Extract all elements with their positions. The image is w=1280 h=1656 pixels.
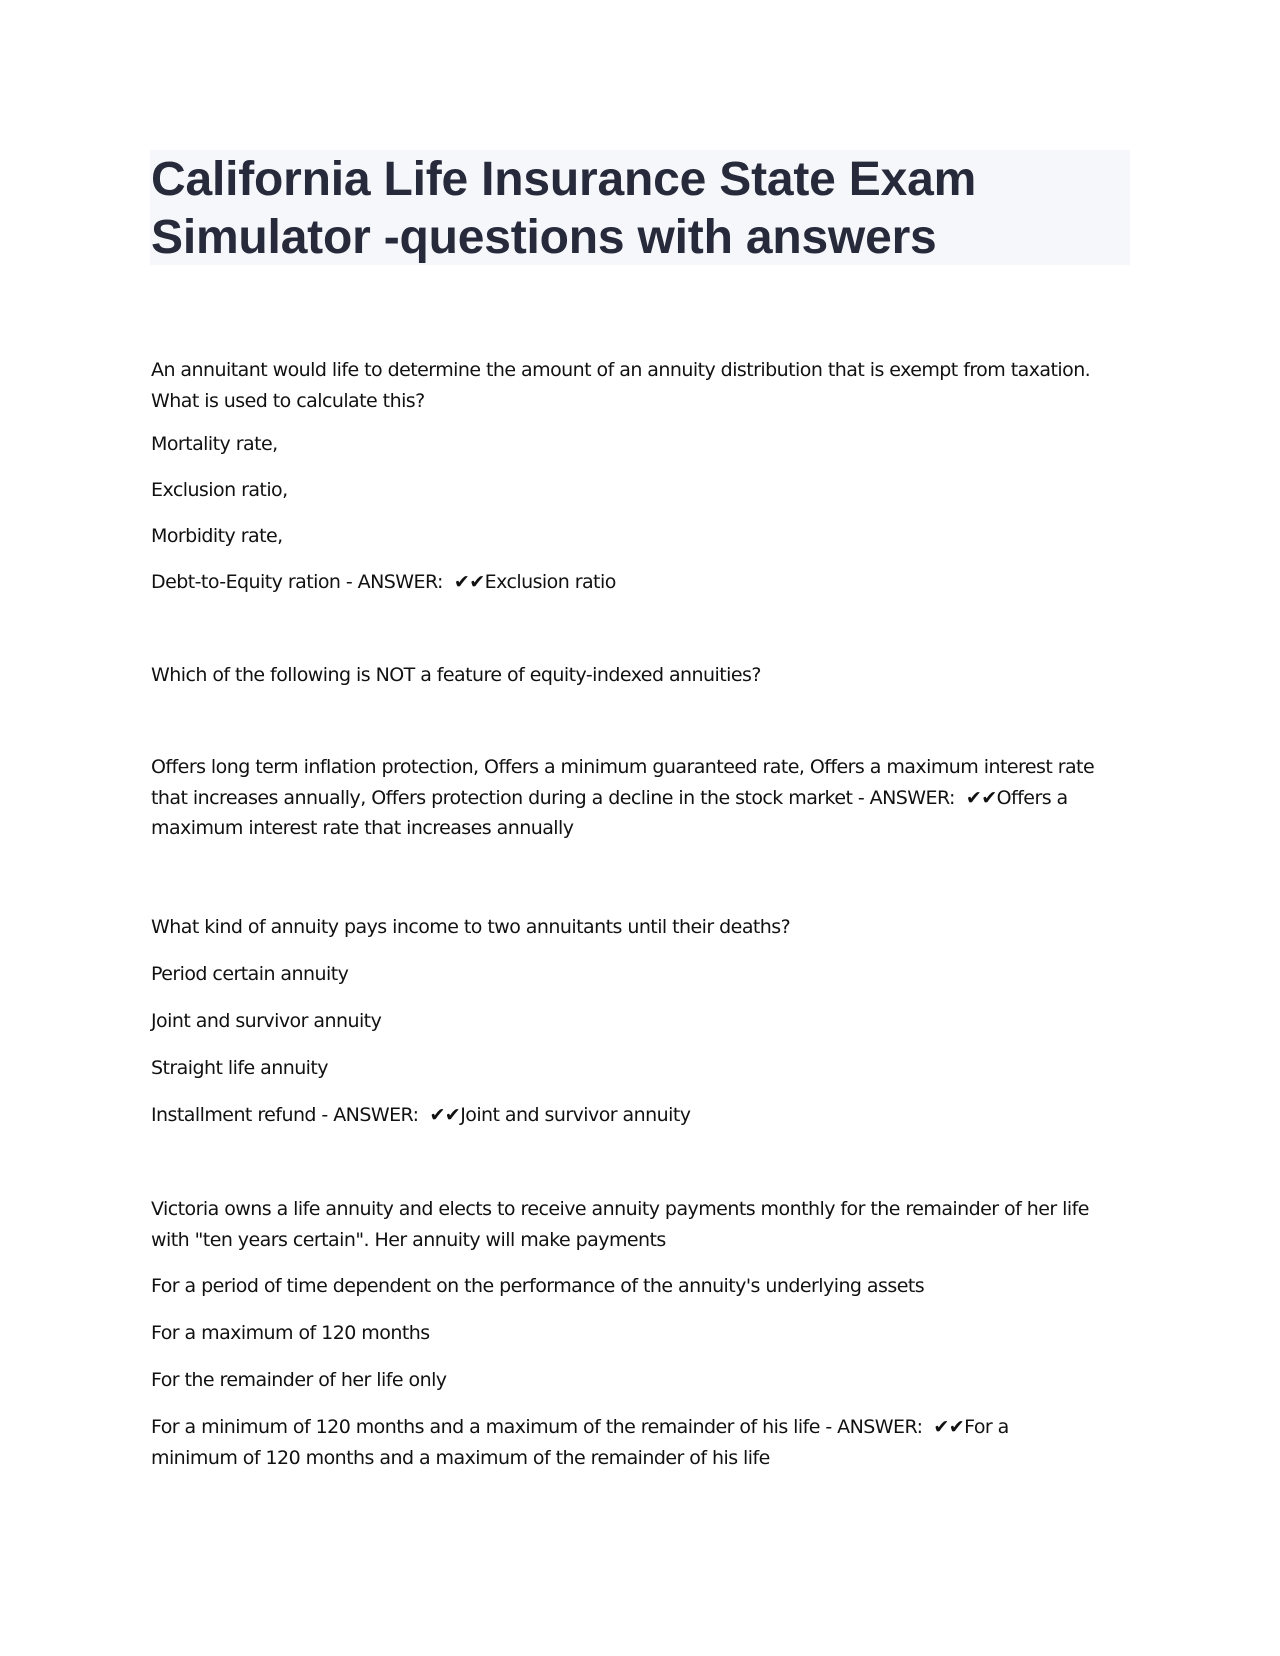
question-1-line-1: An annuitant would life to determine the amount of an annuity distribution that is exempt from taxation. bbox=[151, 359, 1091, 381]
question-1-option-3: Morbidity rate, bbox=[151, 525, 283, 547]
answer-text: Exclusion ratio bbox=[484, 571, 616, 593]
question-4-text bbox=[151, 1194, 1089, 1255]
question-4-line-2: with "ten years certain". Her annuity will make payments bbox=[151, 1228, 666, 1251]
question-4-line-1: Victoria owns a life annuity and elects to receive annuity payments monthly for the remainder of her life bbox=[151, 1198, 1089, 1220]
question-1-answer bbox=[151, 567, 616, 598]
double-checkmark-icon: ✔✔ bbox=[429, 1104, 461, 1126]
question-1-text bbox=[151, 355, 1090, 416]
answer-text-part-2: minimum of 120 months and a maximum of the remainder of his life bbox=[151, 1446, 770, 1469]
answer-text-part-1: For a bbox=[964, 1416, 1009, 1438]
question-4-option-3: For the remainder of her life only bbox=[151, 1369, 447, 1391]
title-line-1: California Life Insurance State Exam bbox=[151, 153, 977, 206]
question-2-text: Which of the following is NOT a feature of equity-indexed annuities? bbox=[151, 664, 761, 686]
question-4-option-1: For a period of time dependent on the performance of the annuity's underlying assets bbox=[151, 1275, 925, 1297]
question-1-option-1: Mortality rate, bbox=[151, 433, 278, 455]
options-line-2: that increases annually, Offers protection during a decline in the stock market - ANSWER: bbox=[151, 786, 966, 809]
answer-text: Offers a bbox=[996, 786, 1068, 809]
options-line-3: maximum interest rate that increases annually bbox=[151, 817, 574, 839]
question-2-options-block bbox=[151, 752, 1094, 844]
answer-prefix: For a minimum of 120 months and a maximum of the remainder of his life - ANSWER: bbox=[151, 1416, 934, 1438]
document-title bbox=[151, 151, 976, 267]
double-checkmark-icon: ✔✔ bbox=[965, 786, 997, 809]
question-4-option-2: For a maximum of 120 months bbox=[151, 1322, 430, 1344]
question-4-answer bbox=[151, 1412, 1009, 1473]
options-line-1: Offers long term inflation protection, Offers a minimum guaranteed rate, Offers a maximum interest rate bbox=[151, 756, 1095, 778]
question-3-option-3: Straight life annuity bbox=[151, 1057, 329, 1079]
question-3-answer bbox=[151, 1100, 690, 1131]
double-checkmark-icon: ✔✔ bbox=[453, 571, 485, 593]
title-line-2: Simulator -questions with answers bbox=[151, 211, 937, 264]
double-checkmark-icon: ✔✔ bbox=[933, 1416, 965, 1438]
question-3-text: What kind of annuity pays income to two annuitants until their deaths? bbox=[151, 916, 791, 938]
question-1-option-2: Exclusion ratio, bbox=[151, 479, 288, 501]
question-3-option-2: Joint and survivor annuity bbox=[151, 1010, 382, 1032]
question-1-line-2: What is used to calculate this? bbox=[151, 389, 425, 412]
answer-text: Joint and survivor annuity bbox=[460, 1104, 691, 1126]
answer-prefix: Debt-to-Equity ration - ANSWER: bbox=[151, 571, 454, 593]
document-title-block bbox=[150, 150, 1130, 265]
answer-prefix: Installment refund - ANSWER: bbox=[151, 1104, 430, 1126]
question-3-option-1: Period certain annuity bbox=[151, 963, 349, 985]
